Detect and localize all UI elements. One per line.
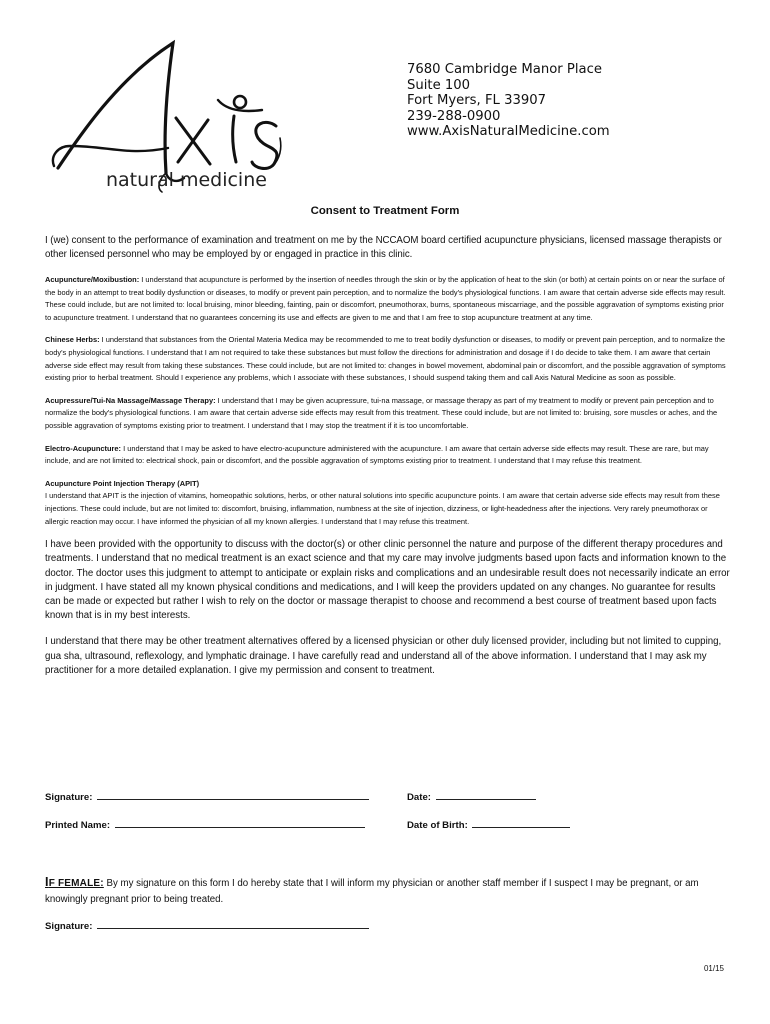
section-electro: [45, 443, 730, 468]
section-herbs: [45, 334, 730, 384]
address-website: www.AxisNaturalMedicine.com: [407, 124, 610, 140]
section-massage-label: Acupressure/Tui-Na Massage/Massage Therapy:: [45, 395, 216, 405]
section-acupuncture-label: Acupuncture/Moxibustion:: [45, 275, 140, 284]
form-body: [45, 234, 730, 690]
axis-logo: [48, 38, 298, 198]
section-apit-text: I understand that APIT is the injection of vitamins, homeopathic solutions, herbs, or other natural solutions into specific acupuncture points. I am aware that certain adverse side effects may result from these injections. These could include, but are not limited to: discomfort, bruising, inflammation, numbness at the site of injection, dizziness, or light-headedness after the injections. Very rarely pneumothorax or allergic reaction may occur. I have informed the physician of all my known allergies. I understand that I may refuse this treatment.: [45, 491, 720, 526]
signature-label: Signature:: [45, 792, 93, 803]
section-electro-label: Electro-Acupuncture:: [45, 443, 122, 453]
address-street: 7680 Cambridge Manor Place: [407, 62, 602, 77]
female-heading: [45, 875, 104, 889]
section-acupuncture: [45, 274, 730, 324]
section-herbs-label: Chinese Herbs:: [45, 335, 100, 345]
dob-row: [407, 817, 570, 831]
date-line[interactable]: [436, 789, 536, 800]
female-signature-line[interactable]: [97, 918, 369, 929]
opportunity-paragraph: I have been provided with the opportunity to discuss with the doctor(s) or other clinic personnel the nature and purpose of the different therapy procedures and treatments. I understand that no medical treatment is an exact science and that my care may involve judgments based upon facts and information known to the doctor. The doctor uses this judgment to attempt to anticipate or explain risks and complications and an undesirable result does not necessarily indicate an error in judgment. I have stated all my known physical conditions and medications, and I will keep the providers updated on any changes. No guarantee for results can be made or expected but rather I wish to rely on the doctor or massage therapist to choose and recommend a best course of treatment based upon facts known that is in my best interests.: [45, 539, 730, 622]
printed-name-label: Printed Name:: [45, 820, 111, 831]
address-phone: 239-288-0900: [407, 108, 501, 124]
dob-line[interactable]: [472, 817, 570, 828]
section-massage-text: I understand that I may be given acupressure, tui-na massage, or massage therapy as part of my treatment to modify or prevent pain perception and to normalize the body's physiological functions. I am aware that certain adverse side effects may result from this treatment. These could include, but are not limited to: bruising, sore muscles or aches, and the possible aggravation of symptoms existing prior to treatment. I understand that I may stop the treatment if it is too uncomfortable.: [45, 395, 718, 430]
address-city: Fort Myers, FL 33907: [407, 93, 547, 109]
female-heading-first: I: [45, 875, 49, 889]
revision-code: 01/15: [703, 964, 724, 973]
intro-paragraph: I (we) consent to the performance of examination and treatment on me by the NCCAOM board certified acupuncture physicians, licensed massage therapists or other licensed personnel who may be employed by or engaged in practice in this clinic.: [45, 235, 722, 260]
dob-label: Date of Birth:: [407, 820, 468, 831]
axis-logo-mark: [48, 38, 298, 198]
address-suite: Suite 100: [407, 77, 471, 93]
logo-tagline: natural medicine: [106, 169, 267, 191]
female-heading-rest: F FEMALE:: [48, 878, 104, 889]
section-electro-text: I understand that I may be asked to have electro-acupuncture administered with the acupuncture. I am aware that certain adverse side effects may result. These are rare, but may include, and are not limited to: electrical shock, pain or discomfort, and the possible aggravation of symptoms existing prior to treatment. I understand that I may refuse this treatment.: [45, 443, 709, 466]
section-apit-label: Acupuncture Point Injection Therapy (APIT): [45, 478, 200, 488]
printed-name-row: [45, 817, 365, 831]
alternatives-paragraph: I understand that there may be other treatment alternatives offered by a licensed physician or other duly licensed provider, including but not limited to cupping, gua sha, ultrasound, reflexology, and lymphatic drainage. I have carefully read and understand all of the above information. I understand that I may ask my practitioner for a more detailed explanation. I give my permission and consent to treatment.: [45, 636, 722, 676]
date-row: [407, 789, 536, 803]
female-signature-row: [45, 918, 369, 932]
clinic-address: [407, 62, 610, 140]
section-acupuncture-text: I understand that acupuncture is performed by the insertion of needles through the skin or by the application of heat to the skin (or both) at certain points on or near the surface of the body in an attempt to treat bodily dysfunction or diseases, to modify or prevent pain perception, and to normalize the body's physiological functions. I am aware that certain adverse side effects may result. These could include, but are not limited to: local bruising, minor bleeding, fainting, pain or discomfort, pneumothorax, burns, spontaneous miscarriage, and the possible aggravation of symptoms existing prior to acupuncture treatment. I understand that no guarantees concerning its use and effects are given to me and that I am free to stop acupuncture treatment at any time.: [45, 275, 726, 322]
female-signature-label: Signature:: [45, 921, 93, 932]
section-massage: [45, 395, 730, 433]
form-title: Consent to Treatment Form: [310, 205, 460, 217]
female-statement: [45, 874, 730, 908]
date-label: Date:: [407, 792, 431, 803]
printed-name-line[interactable]: [115, 817, 365, 828]
signature-row: [45, 789, 369, 803]
signature-line[interactable]: [97, 789, 369, 800]
section-apit: [45, 478, 730, 528]
section-herbs-text: I understand that substances from the Oriental Materia Medica may be recommended to me to treat bodily dysfunction or diseases, to modify or prevent pain perception, and to normalize the body's physiological functions. I understand that I am not required to take these substances but must follow the directions for administration and dosage if I do decide to take them. I am aware that certain adverse side effect may result from taking these substances. These could include, but are not limited to: changes in bowel movement, abdominal pain or discomfort, and the possible aggravation of symptoms existing prior to herbal treatment. Should I experience any problems, which I associate with these substances, I should suspend taking them and call Axis Natural Medicine as soon as possible.: [45, 335, 726, 383]
female-text: By my signature on this form I do hereby state that I will inform my physician or another staff member if I suspect I may be pregnant, or am knowingly pregnant prior to being treated.: [45, 878, 699, 905]
